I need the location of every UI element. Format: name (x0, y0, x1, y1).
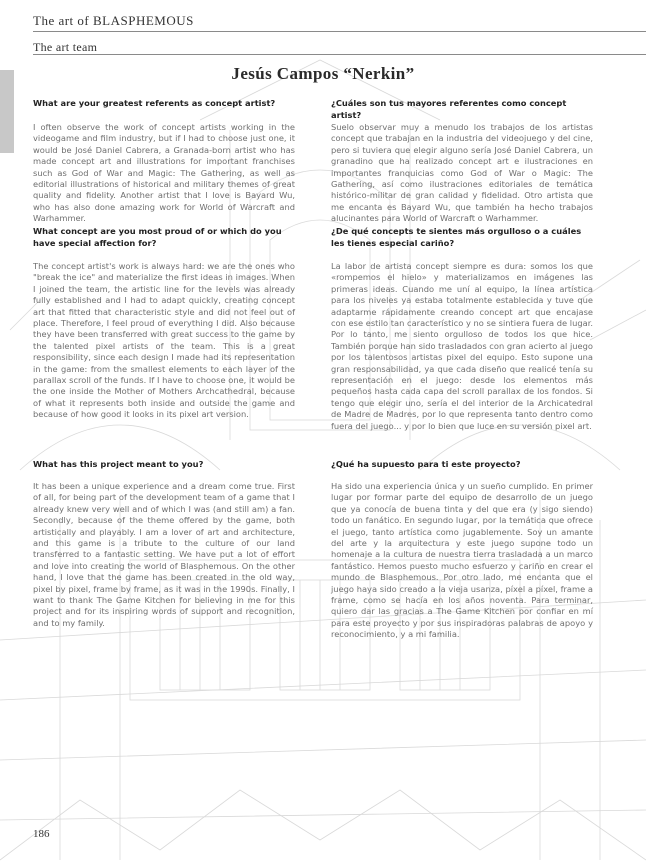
answer-3-en: It has been a unique experience and a dream come true. First of all, for being part of the development team of a game that I already knew very well and of which I was (and still am) a fan. Secondly, because of the theme offered by the game, both artistically and playably. I am a lover of art and architecture, and this game is a tribute to the culture of our land transferred to a fantastic setting. We have put a lot of effort and love into creating the world of Blasphemous. On the other hand, I love that the game has been created in the old way, pixel by pixel, frame by frame, as it was in the 1990s. Finally, I want to thank The Game Kitchen for believing in me for this project and for its inspiring words of support and recognition, and to my family. (33, 481, 295, 628)
question-1-es: ¿Cuáles son tus mayores referentes como concept artist? (331, 98, 567, 120)
answer-3-es: Ha sido una experiencia única y un sueño cumplido. En primer lugar por formar parte del equipo de desarrollo de un juego que ya conocía de buena tinta y del que era (y sigo siendo) todo un fanático. En segundo lugar, por la temática que ofrece el juego, tanto artística como jugablemente. Soy un amante del arte y la arquitectura y este juego supone todo un homenaje a la cultura de nuestra tierra trasladada a un marco fantástico. Hemos puesto mucho esfuerzo y cariño en crear el mundo de Blasphemous. Por otro lado, me encanta que el juego haya sido creado a la vieja usanza, píxel a píxel, frame a frame, como se hacía en los años noventa. Para terminar, quiero dar las gracias a The Game Kitchen por confiar en mí para este proyecto y por sus inspiradoras palabras de apoyo y reconocimiento, y a mi familia. (331, 481, 593, 640)
question-1-en: What are your greatest referents as concept artist? (33, 98, 276, 108)
section-divider (33, 54, 646, 55)
answer-1-en: I often observe the work of concept artists working in the videogame and film industry, but if I had to choose just one, it would be José Daniel Cabrera, a Granada-born artist who has made concept art and illustrations for important franchises such as God of War and Magic: The Gathering, as well as editorial illustrations of historical and military themes of great quality and fidelity. Another artist that I love is Bayard Wu, who has also done amazing work for World of Warcraft and Warhammer. (33, 122, 295, 224)
page-number: 186 (33, 828, 50, 840)
running-title: The art of BLASPHEMOUS (33, 13, 194, 28)
article-title: Jesús Campos “Nerkin” (231, 64, 415, 83)
header-divider (33, 31, 646, 32)
question-3-en: What has this project meant to you? (33, 459, 204, 469)
question-2-es: ¿De qué concepts te sientes más orgulloso o a cuáles les tienes especial cariño? (331, 226, 582, 248)
question-2-en: What concept are you most proud of or which do you have special affection for? (33, 226, 282, 248)
answer-2-es: La labor de artista concept siempre es dura: somos los que «rompemos el hielo» y materializamos en imágenes las primeras ideas. Cuando me uní al equipo, la línea artística para los niveles ya estaba totalmente establecida y tuve que adaptarme rápidamente creando concept art que encajase con ese estilo tan característico y no se sintiera fuera de lugar. Por lo tanto, me siento orgulloso de todos los que hice. También porque han sido trasladados con gran acierto al juego por los talentosos artistas pixel del equipo. Esto supone una gran responsabilidad, ya que cada diseño que realicé tenía su representación en el juego: desde los elementos más pequeños hasta cada capa del scroll parallax de los fondos. Si tengo que elegir uno, sería el del interior de la Archicatedral de Madre de Madres, por lo que representa tanto dentro como fuera del juego... y por lo bien que luce en su versión pixel art. (331, 261, 593, 431)
section-title: The art team (33, 40, 98, 54)
question-3-es: ¿Qué ha supuesto para ti este proyecto? (331, 459, 521, 469)
answer-1-es: Suelo observar muy a menudo los trabajos de los artistas concept que trabajan en la industria del videojuego y del cine, pero si tuviera que elegir alguno sería José Daniel Cabrera, un granadino que ha realizado concept art e ilustraciones en importantes franquicias como God of War o Magic: The Gathering, así como ilustraciones editoriales de temática histórico-militar de gran calidad y fidelidad. Otro artista que me encanta es Bayard Wu, que también ha hecho trabajos alucinantes para World of Warcraft o Warhammer. (331, 122, 593, 224)
answer-2-en: The concept artist's work is always hard: we are the ones who "break the ice" and materialize the first ideas in images. When I joined the team, the artistic line for the levels was already fully established and I had to adapt quickly, creating concept art that fitted that characteristic style and did not feel out of place. Therefore, I feel proud of everything I did. Also because they have been transferred with great success to the game by the talented pixel artists of the team. This is a great responsibility, since each design I made had its representation in the game: from the smallest elements to each layer of the parallax scroll of the funds. If I have to choose one, it would be the one inside the Mother of Mothers Archcathedral, because of what it represents both inside and outside the game and because of how good it looks in its pixel art version. (33, 261, 295, 420)
